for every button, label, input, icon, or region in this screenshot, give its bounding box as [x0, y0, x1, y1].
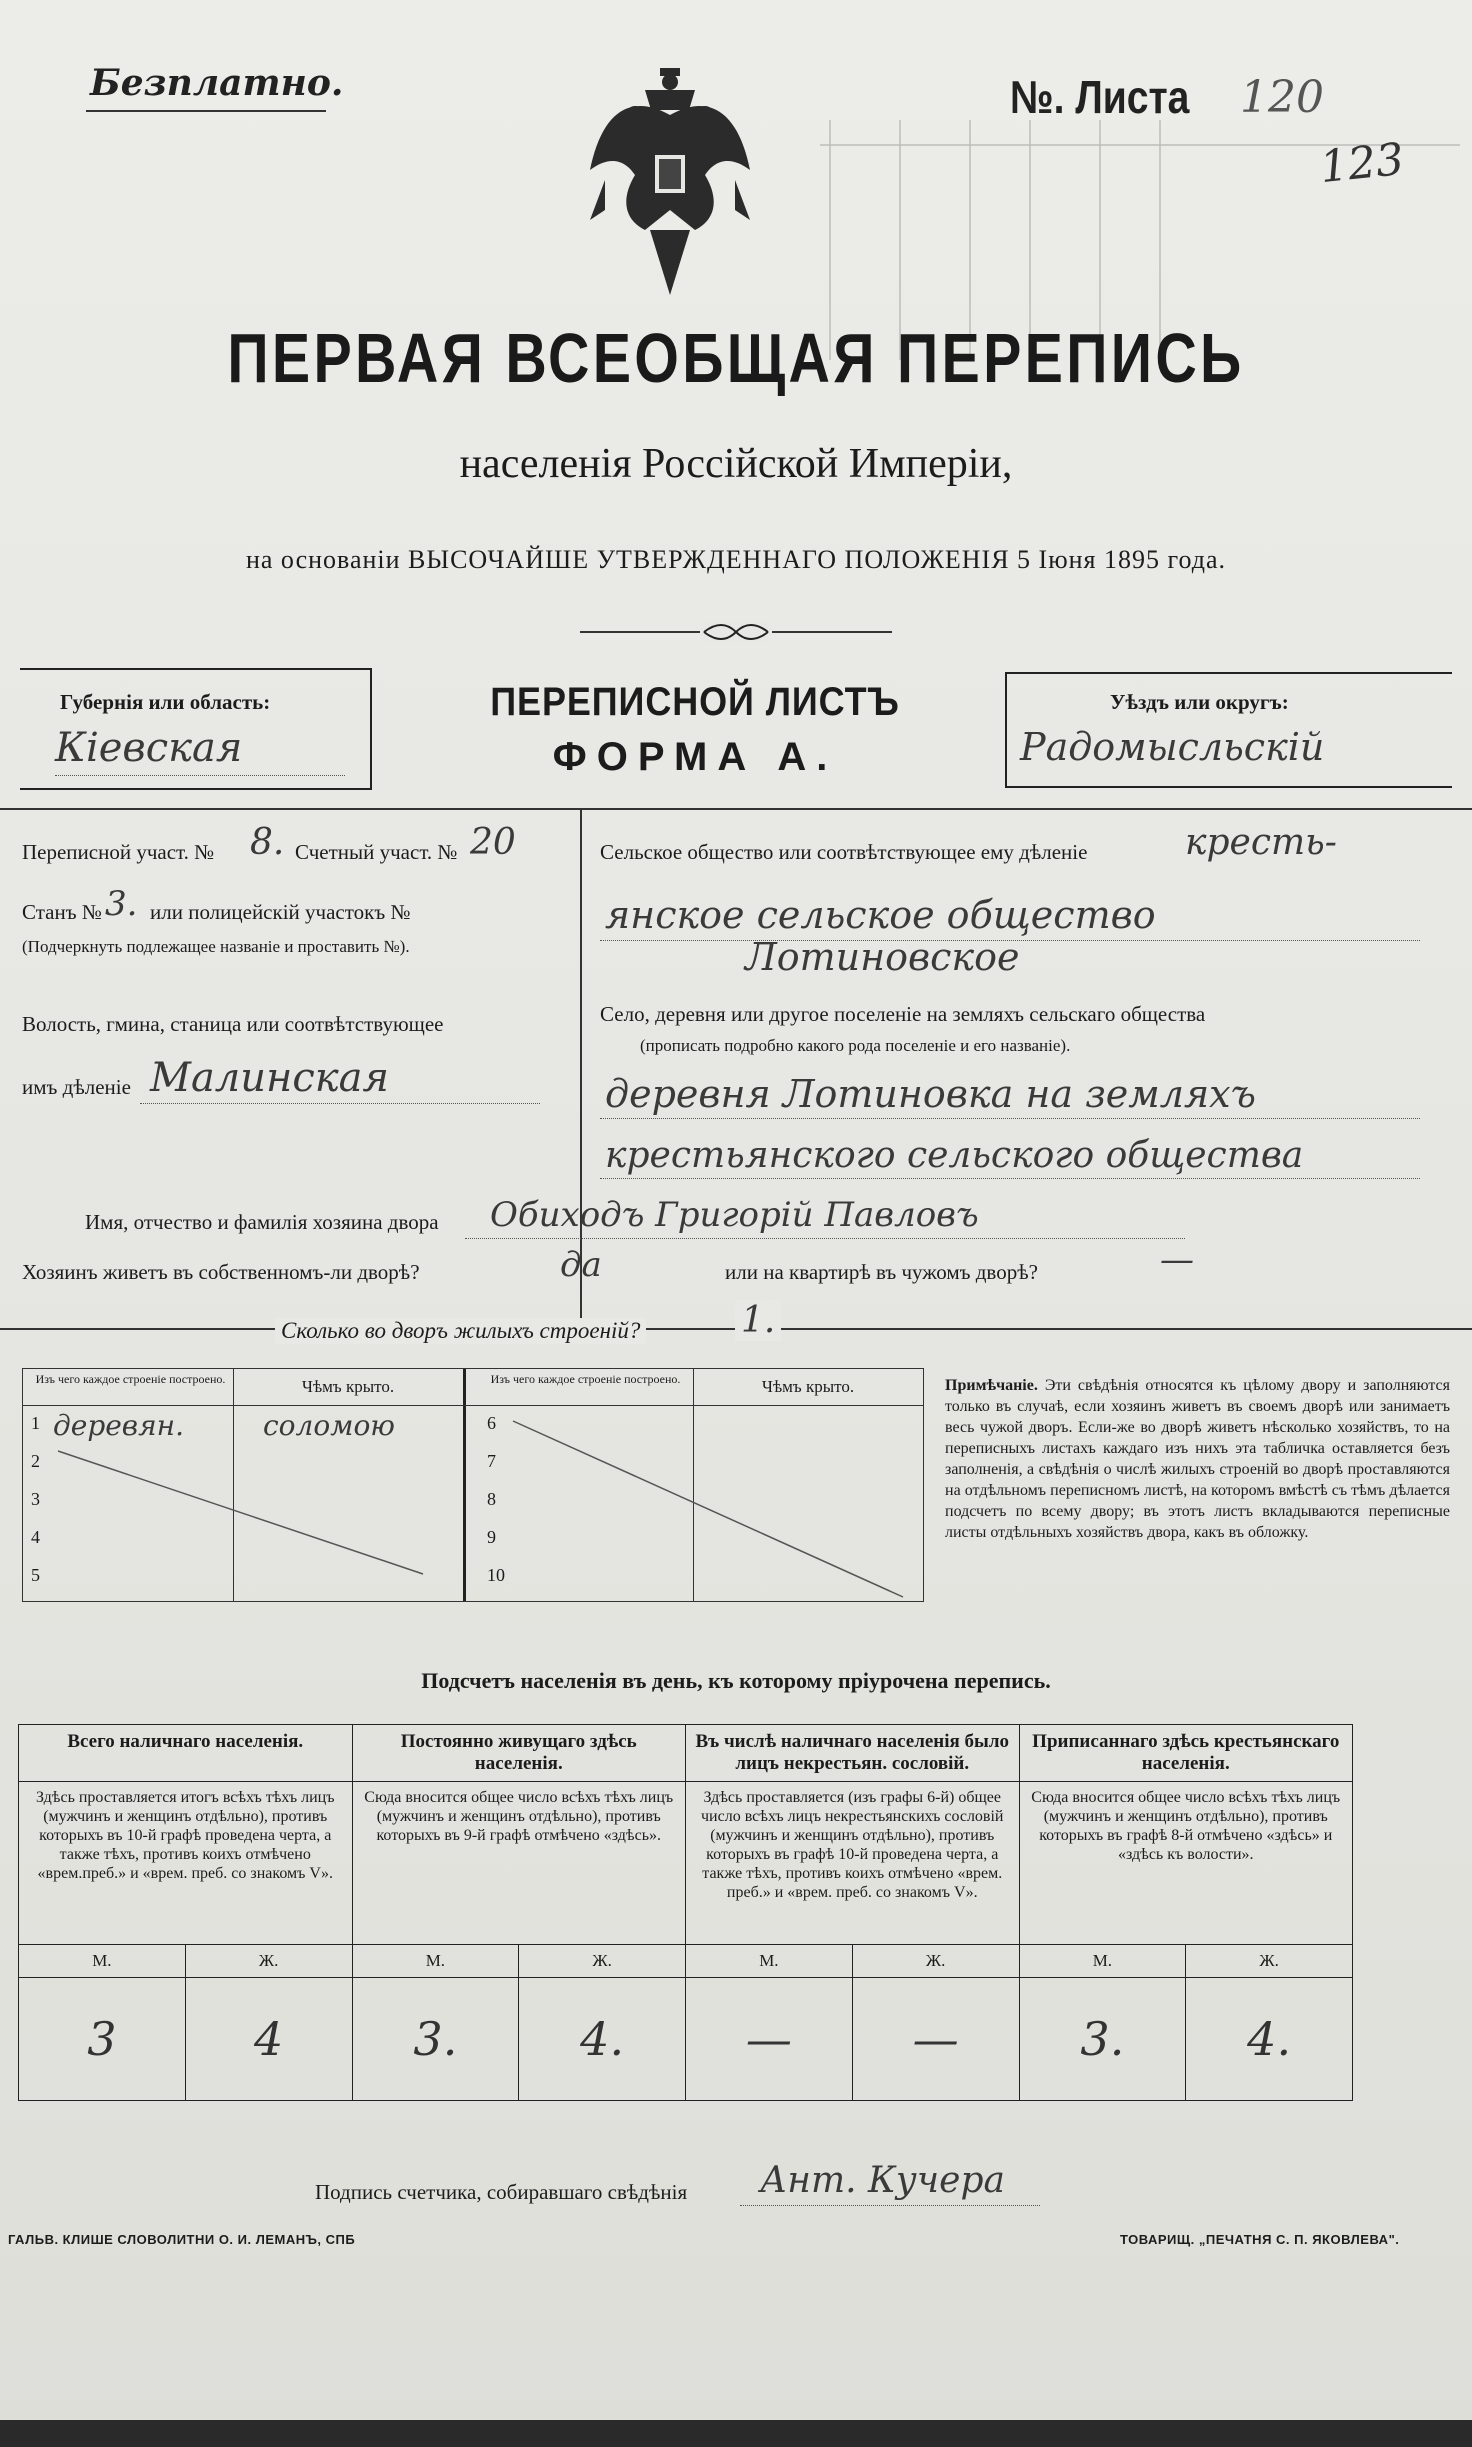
volost-line [140, 1103, 540, 1104]
count-desc-permanent: Сюда вносится общее число всѣхъ тѣхъ лицъ (мужчинъ и женщинъ отдѣльно), противъ которыхъ въ 9-й графѣ отмѣчено «здѣсь». [352, 1782, 686, 1945]
village-note: (прописать подробно какого рода поселеніе и его названіе). [640, 1036, 1071, 1055]
row-number: 2 [31, 1451, 40, 1471]
count-heading: Подсчетъ населенія въ день, къ которому пріурочена перепись. [421, 1668, 1051, 1693]
male-header: М. [1019, 1945, 1186, 1978]
row1-material: деревян. [53, 1409, 184, 1442]
census-subtitle: населенія Россійской Имперіи, [459, 441, 1013, 487]
row-number: 1 [31, 1413, 40, 1433]
count-col-total: Всего наличнаго населенія. [19, 1725, 353, 1782]
note-block [945, 1375, 1450, 1543]
rented-value: — [1160, 1240, 1194, 1280]
row-number: 6 [487, 1413, 496, 1433]
own-yard-label: Хозяинъ живетъ въ собственномъ-ли дворѣ? [22, 1260, 420, 1284]
volost-value: Малинская [150, 1055, 390, 1101]
owner-name-line [465, 1238, 1185, 1239]
buildings-value: 1. [735, 1300, 781, 1341]
society-label: Сельское общество или соотвѣтствующее ему дѣленіе [600, 840, 1088, 864]
row-number: 3 [31, 1489, 40, 1509]
archive-number: 123 [1317, 133, 1407, 194]
sheet-number-value: 120 [1240, 72, 1324, 123]
free-label-underline [86, 110, 326, 112]
signature-line [740, 2205, 1040, 2206]
row-number: 10 [487, 1565, 505, 1585]
population-count-table [18, 1724, 1353, 2101]
male-header: М. [686, 1945, 853, 1978]
underline-note: (Подчеркнуть подлежащее названіе и проставить №). [22, 937, 410, 956]
count-district-label: Счетный участ. № [295, 840, 458, 864]
footer-left: ГАЛЬВ. КЛИШЕ СЛОВОЛИТНИ О. И. ЛЕМАНЪ, СПБ [8, 2232, 356, 2247]
count-desc-total: Здѣсь проставляется итогъ всѣхъ тѣхъ лицъ (мужчинъ и женщинъ отдѣльно), противъ которыхъ въ 10-й графѣ проведена черта, а также тѣхъ, противъ коихъ отмѣчено «врем.преб.» и «врем. преб. со знакомъ V». [19, 1782, 353, 1945]
permanent-female-value: 4. [519, 1978, 686, 2101]
form-name: ПЕРЕПИСНОЙ ЛИСТЪ [490, 680, 900, 724]
uezd-label: Уѣздъ или округъ: [1110, 690, 1289, 714]
row-number: 9 [487, 1527, 496, 1547]
double-headed-eagle-emblem [585, 60, 755, 300]
village-value-2: крестьянского сельского общества [605, 1135, 1304, 1176]
census-title: ПЕРВАЯ ВСЕОБЩАЯ ПЕРЕПИСЬ [227, 319, 1245, 397]
sheet-number-label: №. Листа [1010, 71, 1190, 123]
volost-label-2: имъ дѣленіе [22, 1075, 131, 1099]
uezd-value: Радомысльскій [1020, 725, 1325, 769]
row1-roof: соломою [263, 1409, 395, 1442]
buildings-table [22, 1368, 924, 1602]
note-text: Эти свѣдѣнія относятся къ цѣлому двору и заполняются только въ случаѣ, если хозяинъ живетъ въ своемъ дворѣ или занимаетъ весь чужой дворъ. Если-же во дворѣ живетъ нѣсколько хозяйствъ, то на переписныхъ листахъ каждаго изъ нихъ эта табличка оставляется безъ заполненія, а свѣдѣнія о числѣ жилыхъ строеній во дворѣ проставляются на отдѣльномъ переписномъ листѣ, на которомъ вмѣстѣ съ тѣмъ дѣлается подсчетъ по всему двору; въ этотъ листъ вкладываются переписные листы отдѣльныхъ хозяйствъ двора, какъ въ обложку. [945, 1377, 1451, 1541]
row-number: 5 [31, 1565, 40, 1585]
row-number: 4 [31, 1527, 40, 1547]
count-col-registered: Приписаннаго здѣсь крестьянскаго населенія. [1019, 1725, 1353, 1782]
count-col-permanent: Постоянно живущаго здѣсь населенія. [352, 1725, 686, 1782]
gubernia-line [55, 775, 345, 776]
non-peasant-male-value: — [686, 1978, 853, 2101]
society-value-2: янское сельское общество [605, 893, 1156, 937]
stan-label: Станъ № [22, 900, 102, 924]
scan-border [0, 2420, 1472, 2447]
owner-name-label: Имя, отчество и фамилія хозяина двора [85, 1210, 439, 1234]
footer-right: ТОВАРИЩ. „ПЕЧАТНЯ С. П. ЯКОВЛЕВА". [1120, 2232, 1400, 2247]
note-label: Примѣчаніе. [945, 1377, 1038, 1394]
count-district-value: 20 [470, 822, 516, 863]
count-desc-non-peasant: Здѣсь проставляется (изъ графы 6-й) общее число всѣхъ лицъ некрестьянскихъ сословій (мужчинъ и женщинъ отдѣльно), противъ которыхъ въ графѣ 10-й проведена черта, а также тѣхъ, противъ коихъ отмѣчено «врем. преб.» и «врем. преб. со знакомъ V». [686, 1782, 1020, 1945]
female-header: Ж. [1186, 1945, 1353, 1978]
buildings-label: Сколько во дворъ жилыхъ строеній? [275, 1318, 646, 1344]
female-header: Ж. [185, 1945, 352, 1978]
male-header: М. [352, 1945, 519, 1978]
signature-label: Подпись счетчика, собиравшаго свѣдѣнія [315, 2180, 688, 2204]
strike-through-lines [23, 1369, 923, 1601]
roof-col-header: Чѣмъ крыто. [301, 1377, 395, 1396]
count-col-non-peasant: Въ числѣ наличнаго населенія было лицъ некрестьян. сословій. [686, 1725, 1020, 1782]
total-female-value: 4 [185, 1978, 352, 2101]
village-label: Село, деревня или другое поселеніе на земляхъ сельскаго общества [600, 1002, 1206, 1026]
female-header: Ж. [852, 1945, 1019, 1978]
village-value-1: деревня Лотиновка на земляхъ [605, 1072, 1256, 1116]
volost-label: Волость, гмина, станица или соотвѣтствующее [22, 1012, 444, 1036]
stan-value: 3. [105, 884, 138, 924]
gubernia-value: Кіевская [55, 725, 243, 771]
non-peasant-female-value: — [852, 1978, 1019, 2101]
owner-name-value: Обиходъ Григорій Павловъ [490, 1195, 979, 1235]
roof-col-header-2: Чѣмъ крыто. [761, 1377, 855, 1396]
police-district-label: или полицейскій участокъ № [150, 900, 411, 924]
row-number: 7 [487, 1451, 496, 1471]
rented-label: или на квартирѣ въ чужомъ дворѣ? [725, 1260, 1038, 1284]
permanent-male-value: 3. [352, 1978, 519, 2101]
legal-basis: на основаніи ВЫСОЧАЙШЕ УТВЕРЖДЕННАГО ПОЛОЖЕНІЯ 5 Іюня 1895 года. [245, 545, 1227, 574]
material-col-header: Изъ чего каждое строеніе построено. [35, 1372, 226, 1386]
society-value-1: кресть- [1185, 822, 1337, 863]
male-header: М. [19, 1945, 186, 1978]
society-value-3: Лотиновское [745, 935, 1020, 979]
section-divider [0, 808, 1472, 810]
enumerator-signature: Ант. Кучера [760, 2160, 1005, 2201]
own-yard-value: да [560, 1245, 602, 1285]
free-label: Безплатно. [90, 62, 344, 104]
gubernia-label: Губернія или область: [60, 690, 271, 714]
registered-female-value: 4. [1186, 1978, 1353, 2101]
census-district-value: 8. [250, 822, 285, 863]
registered-male-value: 3. [1019, 1978, 1186, 2101]
village-line-2 [600, 1178, 1420, 1179]
ornament-divider [580, 618, 892, 646]
count-desc-registered: Сюда вносится общее число всѣхъ тѣхъ лицъ (мужчинъ и женщинъ отдѣльно), противъ которыхъ въ графѣ 8-й отмѣчено «здѣсь» и «здѣсь къ волости». [1019, 1782, 1353, 1945]
total-male-value: 3 [19, 1978, 186, 2101]
census-district-label: Переписной участ. № [22, 840, 215, 864]
female-header: Ж. [519, 1945, 686, 1978]
form-letter: ФОРМА А. [552, 735, 838, 779]
village-line-1 [600, 1118, 1420, 1119]
material-col-header-2: Изъ чего каждое строеніе построено. [490, 1372, 681, 1386]
row-number: 8 [487, 1489, 496, 1509]
